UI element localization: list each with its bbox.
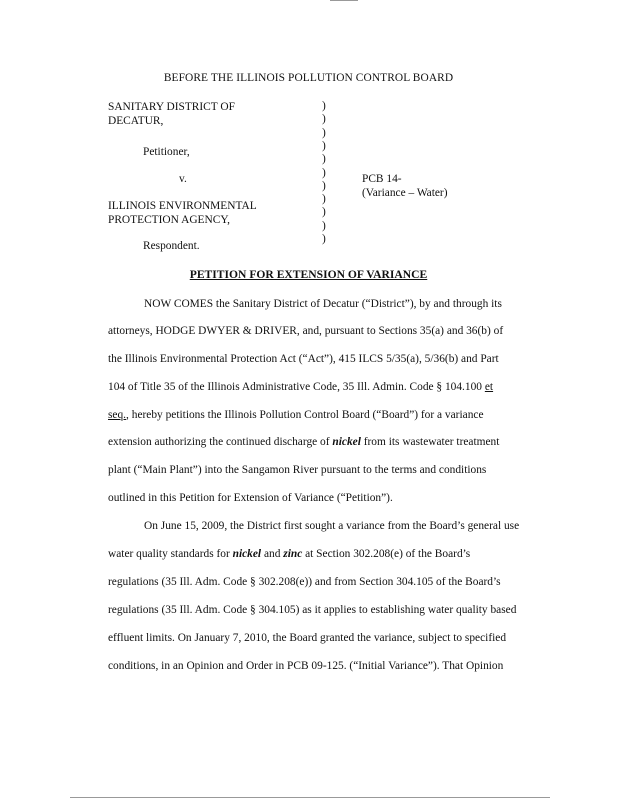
caption-paren: ) (322, 179, 326, 192)
para2-line: On June 15, 2009, the District first sought a variance from the Board’s general use (144, 520, 520, 532)
scan-edge-bottom (70, 797, 550, 798)
caption-paren: ) (322, 206, 326, 219)
para1-line: plant (“Main Plant”) into the Sangamon River pursuant to the terms and conditions (108, 464, 487, 476)
case-number: PCB 14- (362, 173, 402, 185)
para2-line: effluent limits. On January 7, 2010, the Board granted the variance, subject to specified (108, 632, 507, 644)
caption-paren: ) (322, 193, 326, 206)
caption-paren: ) (322, 233, 326, 245)
para1-line: 104 of Title 35 of the Illinois Administrative Code, 35 Ill. Admin. Code § 104.100 et (108, 381, 494, 393)
caption-paren: ) (322, 219, 326, 232)
scan-edge-top (330, 0, 358, 1)
versus-label: v. (179, 173, 187, 185)
caption-paren: ) (322, 126, 326, 139)
para1-line: seq., hereby petitions the Illinois Pollution Control Board (“Board”) for a variance (108, 409, 484, 421)
para2-line: regulations (35 Ill. Adm. Code § 304.105) as it applies to establishing water quality based (108, 604, 517, 616)
caption-paren: ) (322, 139, 326, 152)
para1-line: attorneys, HODGE DWYER & DRIVER, and, pursuant to Sections 35(a) and 36(b) of (108, 325, 504, 337)
document-title: PETITION FOR EXTENSION OF VARIANCE (189, 268, 428, 281)
respondent-name: ILLINOIS ENVIRONMENTAL (108, 200, 257, 212)
caption-paren: ) (322, 113, 326, 126)
case-type: (Variance – Water) (362, 187, 448, 199)
para1-line: extension authorizing the continued discharge of nickel from its wastewater treatment (108, 436, 500, 448)
caption-paren: ) (322, 100, 326, 112)
para1-line: NOW COMES the Sanitary District of Decatur (“District”), by and through its (144, 298, 502, 310)
caption-paren: ) (322, 166, 326, 179)
respondent-name-cont: PROTECTION AGENCY, (108, 214, 230, 226)
para1-line: outlined in this Petition for Extension of Variance (“Petition”). (108, 492, 393, 504)
para2-line: conditions, in an Opinion and Order in PCB 09-125. (“Initial Variance”). That Opinion (108, 660, 504, 672)
para2-line: water quality standards for nickel and zinc at Section 302.208(e) of the Board’s (108, 548, 471, 560)
respondent-role: Respondent. (143, 240, 200, 252)
petitioner-name: SANITARY DISTRICT OF (108, 101, 235, 113)
tribunal-heading: BEFORE THE ILLINOIS POLLUTION CONTROL BOARD (163, 72, 454, 84)
para1-line: the Illinois Environmental Protection Act (“Act”), 415 ILCS 5/35(a), 5/36(b) and Part (108, 353, 499, 365)
petitioner-name-cont: DECATUR, (108, 115, 164, 127)
caption-paren: ) (322, 153, 326, 166)
petitioner-role: Petitioner, (143, 146, 190, 158)
para2-line: regulations (35 Ill. Adm. Code § 302.208(e)) and from Section 304.105 of the Board’s (108, 576, 501, 588)
